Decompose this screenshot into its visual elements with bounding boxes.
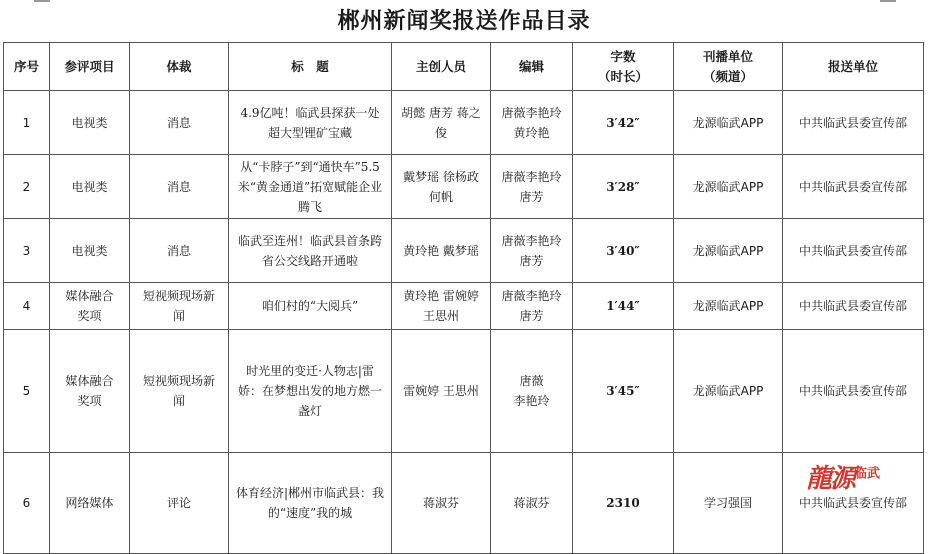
cell-channel: 龙源临武APP	[674, 330, 783, 453]
header-submitter: 报送单位	[783, 43, 924, 91]
cell-submitter: 中共临武县委宣传部	[783, 91, 924, 155]
cell-category: 电视类	[50, 219, 130, 283]
cell-creators: 雷婉婷 王思州	[392, 330, 491, 453]
submission-table	[3, 42, 924, 554]
cell-duration: 1′44″	[573, 283, 674, 330]
cell-category: 媒体融合 奖项	[50, 330, 130, 453]
cell-title: 临武至连州！临武县首条跨 省公交线路开通啦	[229, 219, 392, 283]
cell-category: 媒体融合 奖项	[50, 283, 130, 330]
header-category: 参评项目	[50, 43, 130, 91]
table-row	[4, 330, 924, 453]
cell-editor: 唐薇 李艳玲	[491, 330, 573, 453]
cell-seq: 5	[4, 330, 50, 453]
cell-genre: 短视频现场新 闻	[130, 283, 229, 330]
cell-duration: 2310	[573, 453, 674, 554]
cell-channel: 龙源临武APP	[674, 155, 783, 219]
watermark-main: 龍源	[806, 464, 855, 494]
table-row	[4, 219, 924, 283]
watermark-sub: 临武	[854, 466, 881, 482]
cell-editor: 唐薇李艳玲 唐芳	[491, 219, 573, 283]
cell-duration: 3′28″	[573, 155, 674, 219]
header-creators: 主创人员	[392, 43, 491, 91]
cell-seq: 2	[4, 155, 50, 219]
header-channel: 刊播单位 （频道）	[674, 43, 783, 91]
cell-editor: 唐薇李艳玲 黄玲艳	[491, 91, 573, 155]
cell-seq: 3	[4, 219, 50, 283]
cell-genre: 评论	[130, 453, 229, 554]
header-title: 标 题	[229, 43, 392, 91]
table-row	[4, 453, 924, 554]
header-seq: 序号	[4, 43, 50, 91]
cell-submitter: 中共临武县委宣传部	[783, 330, 924, 453]
cell-channel: 龙源临武APP	[674, 91, 783, 155]
cell-genre: 短视频现场新 闻	[130, 330, 229, 453]
cell-submitter: 中共临武县委宣传部	[783, 453, 924, 554]
cell-submitter: 中共临武县委宣传部	[783, 219, 924, 283]
cell-title: 体育经济|郴州市临武县：我 的“速度”我的城	[229, 453, 392, 554]
cell-title: 咱们村的“大阅兵”	[229, 283, 392, 330]
crop-mark	[34, 0, 50, 2]
cell-genre: 消息	[130, 155, 229, 219]
cell-creators: 戴梦瑶 徐杨政 何帆	[392, 155, 491, 219]
cell-creators: 黄玲艳 戴梦瑶	[392, 219, 491, 283]
cell-editor: 蒋淑芬	[491, 453, 573, 554]
cell-duration: 3′42″	[573, 91, 674, 155]
watermark-logo	[806, 458, 880, 495]
cell-genre: 消息	[130, 91, 229, 155]
cell-category: 电视类	[50, 91, 130, 155]
cell-channel: 龙源临武APP	[674, 219, 783, 283]
cell-creators: 蒋淑芬	[392, 453, 491, 554]
cell-title: 从“卡脖子”到“通快车”5.5 米“黄金通道”拓宽赋能企业 腾飞	[229, 155, 392, 219]
header-duration: 字数 （时长）	[573, 43, 674, 91]
cell-creators: 胡懿 唐芳 蒋之 俊	[392, 91, 491, 155]
cell-submitter: 中共临武县委宣传部	[783, 155, 924, 219]
cell-submitter: 中共临武县委宣传部	[783, 283, 924, 330]
cell-seq: 1	[4, 91, 50, 155]
cell-genre: 消息	[130, 219, 229, 283]
cell-duration: 3′40″	[573, 219, 674, 283]
table-row	[4, 283, 924, 330]
cell-editor: 唐薇李艳玲 唐芳	[491, 155, 573, 219]
table-row	[4, 91, 924, 155]
header-row	[4, 43, 924, 91]
crop-mark	[880, 0, 896, 2]
header-genre: 体裁	[130, 43, 229, 91]
cell-category: 电视类	[50, 155, 130, 219]
header-editor: 编辑	[491, 43, 573, 91]
cell-seq: 6	[4, 453, 50, 554]
cell-channel: 龙源临武APP	[674, 283, 783, 330]
cell-title: 时光里的变迁·人物志|雷 娇：在梦想出发的地方燃一 盏灯	[229, 330, 392, 453]
table-row	[4, 155, 924, 219]
cell-channel: 学习强国	[674, 453, 783, 554]
page-title: 郴州新闻奖报送作品目录	[337, 8, 591, 34]
cell-category: 网络媒体	[50, 453, 130, 554]
cell-duration: 3′45″	[573, 330, 674, 453]
cell-seq: 4	[4, 283, 50, 330]
cell-editor: 唐薇李艳玲 唐芳	[491, 283, 573, 330]
cell-title: 4.9亿吨！临武县探获一处 超大型锂矿宝藏	[229, 91, 392, 155]
cell-creators: 黄玲艳 雷婉婷 王思州	[392, 283, 491, 330]
